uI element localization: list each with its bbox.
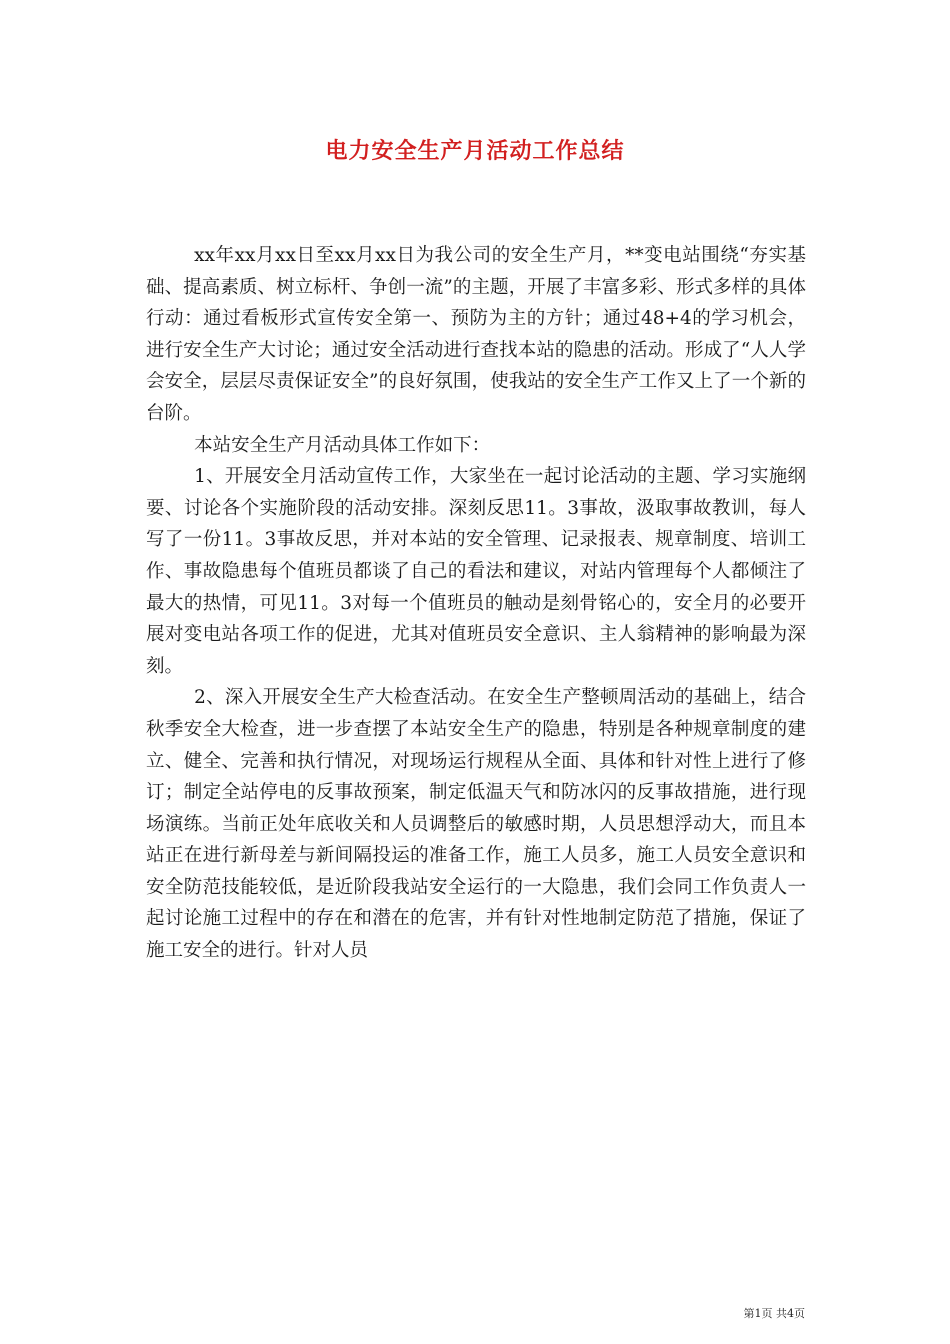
paragraph-intro: xx年xx月xx日至xx月xx日为我公司的安全生产月，**变电站围绕“夯实基础、提高素质、树立标杆、争创一流”的主题，开展了丰富多彩、形式多样的具体行动：通过看板形式宣传安全第一、预防为主的方针；通过48+4的学习机会，进行安全生产大讨论；通过安全活动进行查找本站的隐患的活动。形成了“人人学会安全，层层尽责保证安全”的良好氛围，使我站的安全生产工作又上了一个新的台阶。 xyxy=(146,245,806,424)
paragraph-item-2: 2、深入开展安全生产大检查活动。在安全生产整顿周活动的基础上，结合秋季安全大检查，进一步查摆了本站安全生产的隐患，特别是各种规章制度的建立、健全、完善和执行情况，对现场运行规程从全面、具体和针对性上进行了修订；制定全站停电的反事故预案，制定低温天气和防冰闪的反事故措施，进行现场演练。当前正处年底收关和人员调整后的敏感时期，人员思想浮动大，而且本站正在进行新母差与新间隔投运的准备工作，施工人员多，施工人员安全意识和安全防范技能较低，是近阶段我站安全运行的一大隐患，我们会同工作负责人一起讨论施工过程中的存在和潜在的危害，并有针对性地制定防范了措施，保证了施工安全的进行。针对人员 xyxy=(146,687,806,962)
page-number: 第1页 共4页 xyxy=(743,1307,805,1320)
document-body xyxy=(146,240,806,967)
paragraph-item-1: 1、开展安全月活动宣传工作，大家坐在一起讨论活动的主题、学习实施纲要、讨论各个实施阶段的活动安排。深刻反思11。3事故，汲取事故教训，每人写了一份11。3事故反思，并对本站的安全管理、记录报表、规章制度、培训工作、事故隐患每个值班员都谈了自己的看法和建议，对站内管理每个人都倾注了最大的热情，可见11。3对每一个值班员的触动是刻骨铭心的，安全月的必要开展对变电站各项工作的促进，尤其对值班员安全意识、主人翁精神的影响最为深刻。 xyxy=(146,466,806,677)
document-title: 电力安全生产月活动工作总结 xyxy=(325,138,625,164)
paragraph-lead: 本站安全生产月活动具体工作如下： xyxy=(194,434,491,456)
